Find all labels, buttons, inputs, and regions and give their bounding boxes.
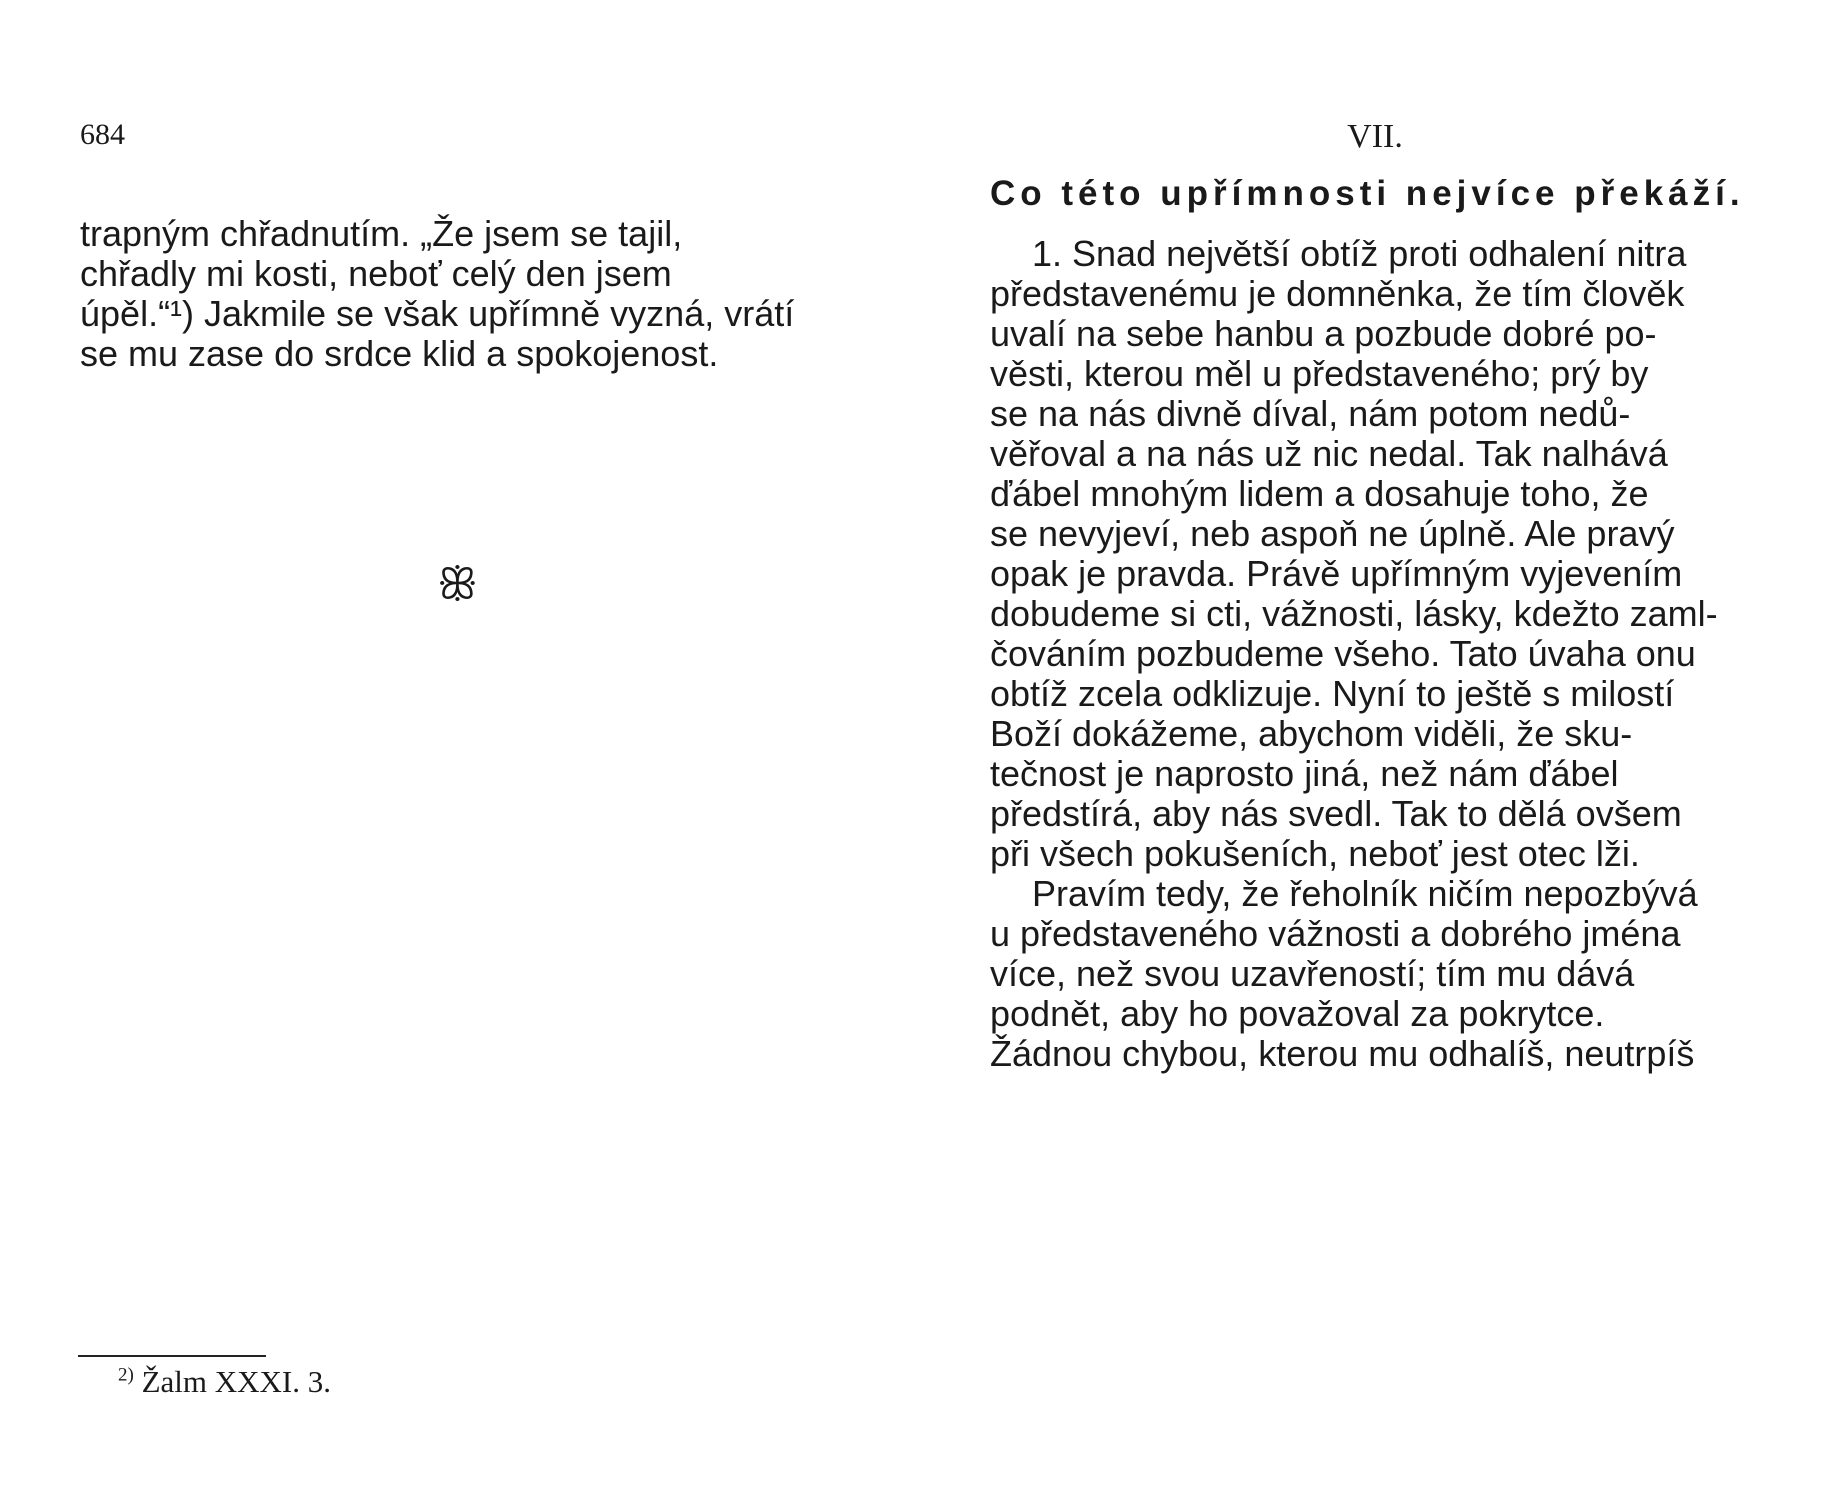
right-text-block — [990, 234, 1760, 1074]
text-line: se mu zase do srdce klid a spokojenost. — [80, 333, 719, 374]
text-line: tečnost je naprosto jiná, než nám ďábel — [990, 753, 1619, 794]
text-line: Pravím tedy, že řeholník ničím nepozbývá — [1032, 873, 1698, 914]
text-line: věsti, kterou měl u představeného; prý by — [990, 353, 1649, 394]
text-line: ďábel mnohým lidem a dosahuje toho, že — [990, 473, 1649, 514]
right-page — [990, 0, 1770, 1500]
footnote-text: Žalm XXXI. 3. — [133, 1364, 331, 1399]
left-text-block — [80, 214, 840, 374]
text-line: se nevyjeví, neb aspoň ne úplně. Ale pravý — [990, 513, 1675, 554]
text-line: podnět, aby ho považoval za pokrytce. — [990, 993, 1605, 1034]
text-line: při všech pokušeních, neboť jest otec lži. — [990, 833, 1640, 874]
text-line: čováním pozbudeme všeho. Tato úvaha onu — [990, 633, 1696, 674]
text-line: představenému je domněnka, že tím člověk — [990, 273, 1685, 314]
text-line: více, než svou uzavřeností; tím mu dává — [990, 953, 1635, 994]
text-line: úpěl.“¹) Jakmile se však upřímně vyzná, vrátí — [80, 293, 795, 334]
text-line: 1. Snad největší obtíž proti odhalení nitra — [1032, 233, 1687, 274]
text-line: opak je pravda. Právě upřímným vyjevením — [990, 553, 1683, 594]
footnote — [118, 1364, 331, 1400]
text-line: dobudeme si cti, vážnosti, lásky, kdežto zaml- — [990, 593, 1718, 634]
left-page — [0, 0, 880, 1500]
text-line: chřadly mi kosti, neboť celý den jsem — [80, 253, 672, 294]
text-line: obtíž zcela odklizuje. Nyní to ještě s milostí — [990, 673, 1675, 714]
ornament-icon: ꕥ — [437, 559, 478, 610]
text-line: se na nás divně díval, nám potom nedů- — [990, 393, 1631, 434]
chapter-title: Co této upřímnosti nejvíce překáží. — [990, 174, 1745, 213]
text-line: trapným chřadnutím. „Že jsem se tajil, — [80, 213, 683, 254]
footnote-divider — [78, 1355, 266, 1357]
text-line: Boží dokážeme, abychom viděli, že sku- — [990, 713, 1633, 754]
text-line: uvalí na sebe hanbu a pozbude dobré po- — [990, 313, 1657, 354]
page-number: 684 — [80, 118, 125, 151]
text-line: věřoval a na nás už nic nedal. Tak nalhává — [990, 433, 1668, 474]
text-line: u představeného vážnosti a dobrého jména — [990, 913, 1681, 954]
text-line: Žádnou chybou, kterou mu odhalíš, neutrpíš — [990, 1033, 1695, 1074]
text-line: předstírá, aby nás svedl. Tak to dělá ovšem — [990, 793, 1682, 834]
footnote-marker: 2) — [118, 1364, 134, 1386]
chapter-number: VII. — [1347, 118, 1403, 155]
